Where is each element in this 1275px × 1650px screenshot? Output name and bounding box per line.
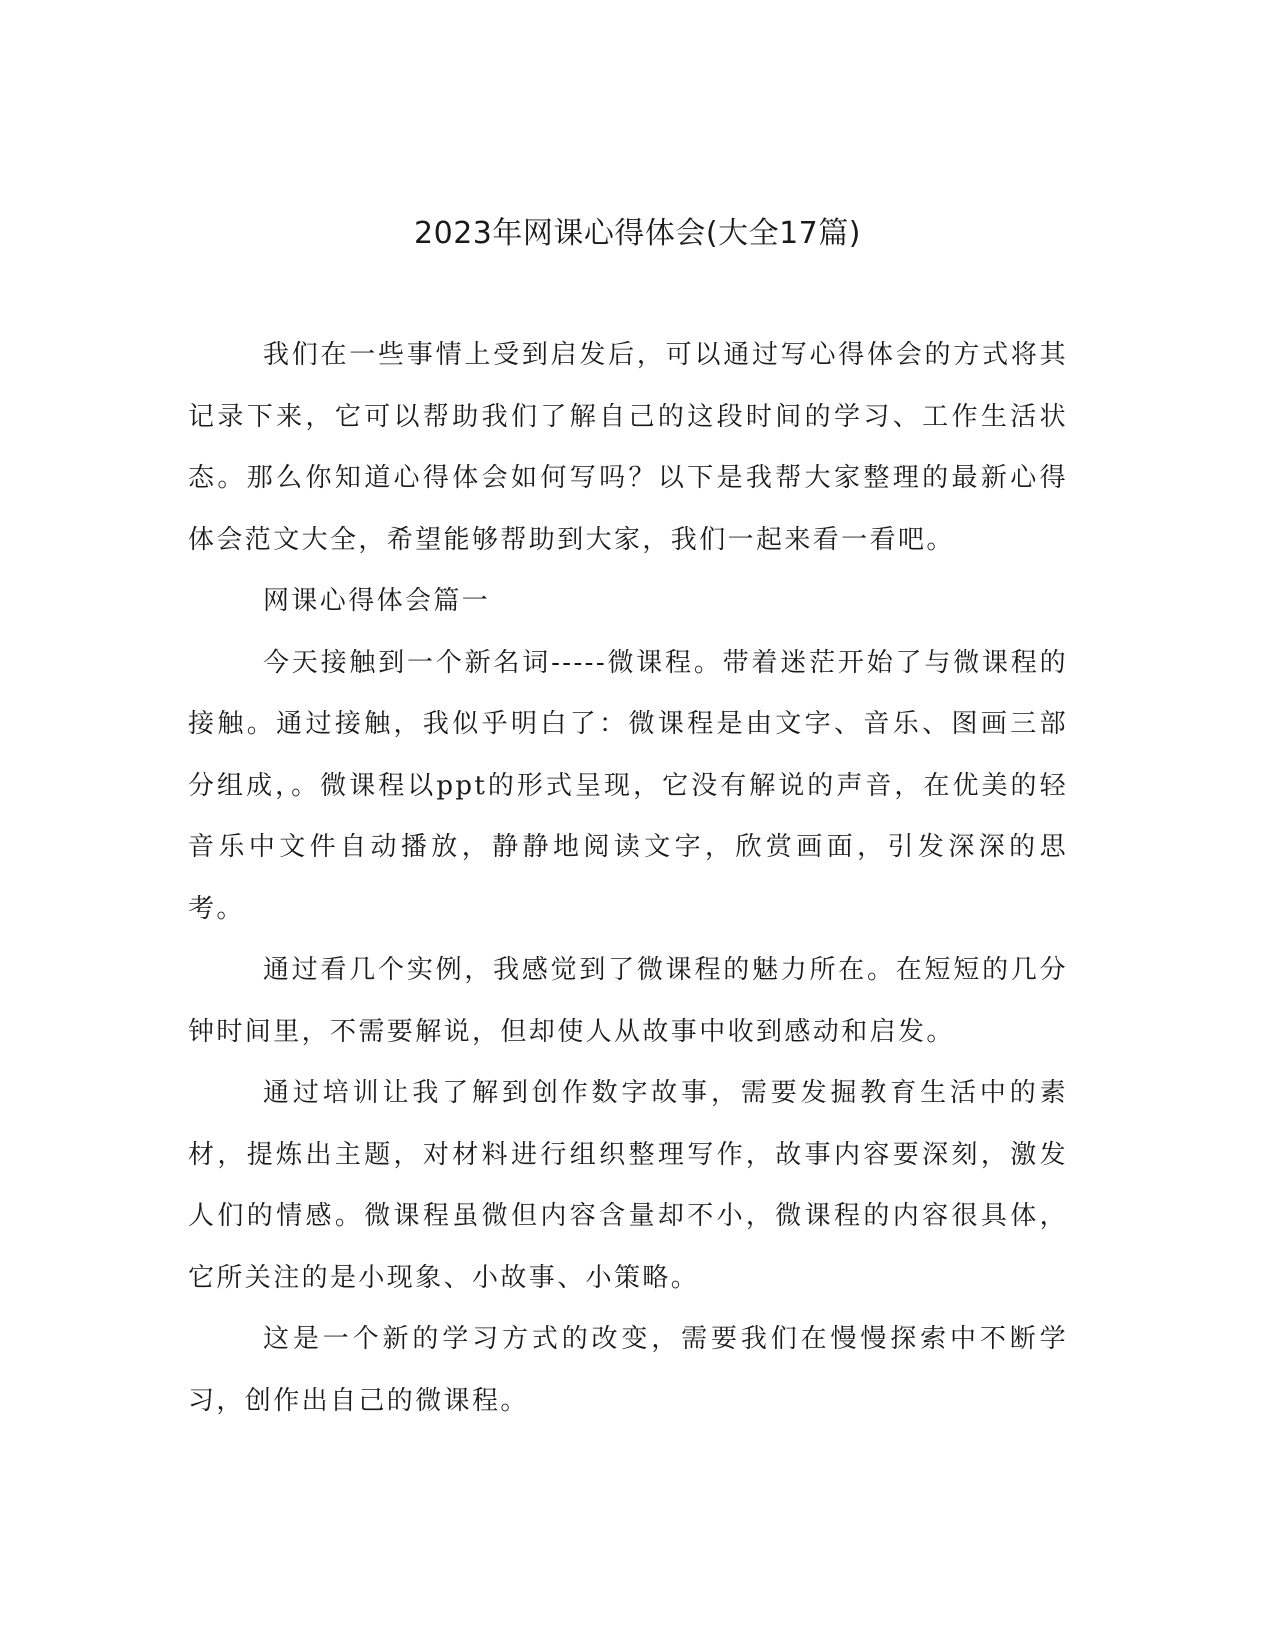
- paragraph-intro: 我们在一些事情上受到启发后，可以通过写心得体会的方式将其记录下来，它可以帮助我们了解自己的这段时间的学习、工作生活状态。那么你知道心得体会如何写吗？以下是我帮大家整理的最新心得体会范文大全，希望能够帮助到大家，我们一起来看一看吧。: [188, 340, 1068, 555]
- paragraph: 这是一个新的学习方式的改变，需要我们在慢慢探索中不断学习，创作出自己的微课程。: [188, 1324, 1068, 1416]
- document-body: [188, 325, 1068, 1432]
- paragraph: 通过培训让我了解到创作数字故事，需要发掘教育生活中的素材，提炼出主题，对材料进行组织整理写作，故事内容要深刻，激发人们的情感。微课程虽微但内容含量却不小，微课程的内容很具体，它所关注的是小现象、小故事、小策略。: [188, 1078, 1068, 1293]
- document-title: 2023年网课心得体会(大全17篇): [414, 216, 861, 251]
- paragraph: 今天接触到一个新名词-----微课程。带着迷茫开始了与微课程的接触。通过接触，我似乎明白了：微课程是由文字、音乐、图画三部分组成，。微课程以ppt的形式呈现，它没有解说的声音，在优美的轻音乐中文件自动播放，静静地阅读文字，欣赏画面，引发深深的思考。: [188, 647, 1068, 924]
- section-heading: 网课心得体会篇一: [263, 586, 491, 616]
- paragraph: 通过看几个实例，我感觉到了微课程的魅力所在。在短短的几分钟时间里，不需要解说，但却使人从故事中收到感动和启发。: [188, 955, 1068, 1047]
